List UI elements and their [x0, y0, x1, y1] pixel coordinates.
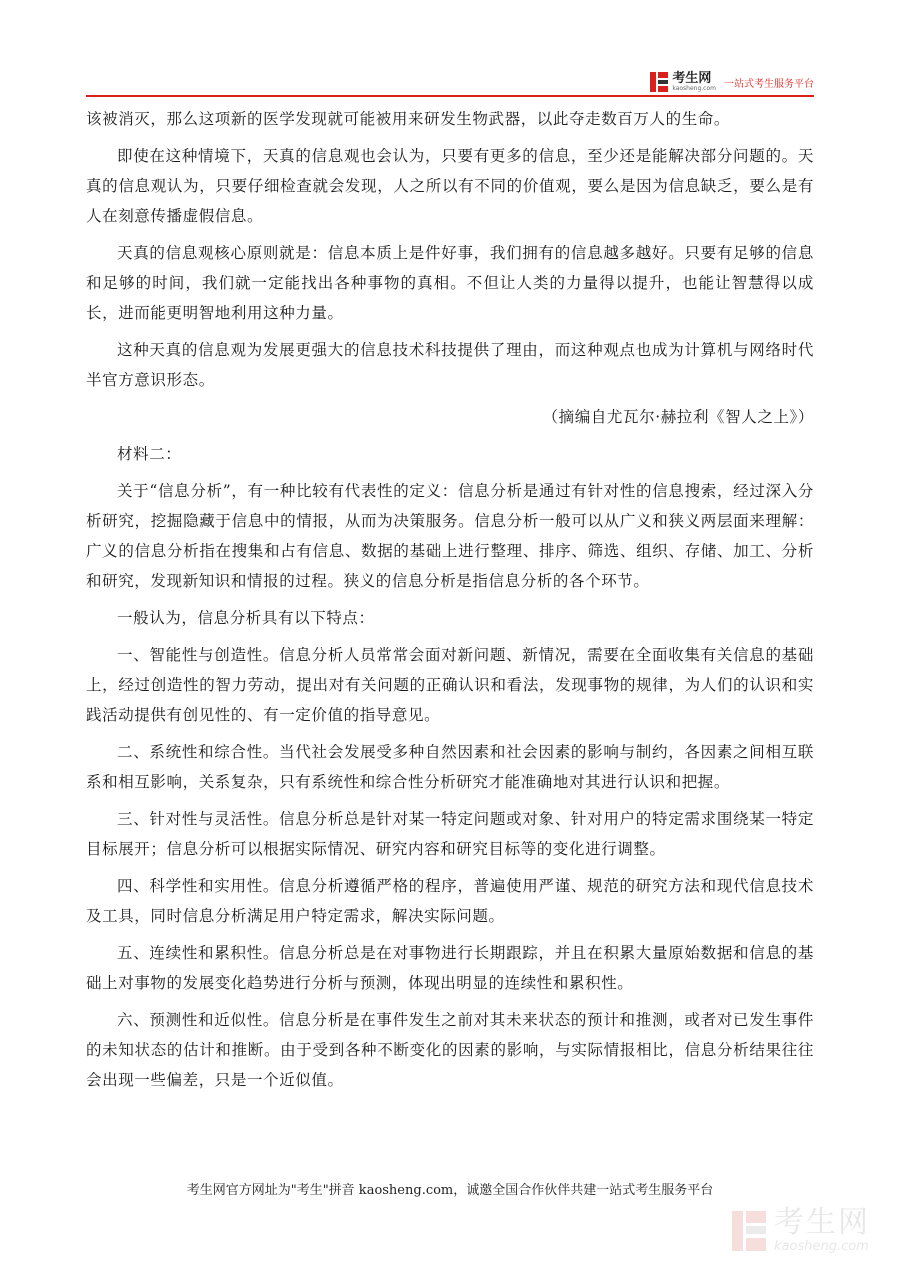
citation: （摘编自尤瓦尔·赫拉利《智人之上》）	[542, 408, 814, 426]
logo-domain: kaosheng.com	[672, 85, 716, 92]
header-logo	[650, 72, 814, 92]
material-two-paragraph: 六、预测性和近似性。信息分析是在事件发生之前对其未来状态的预计和推测，或者对已发生事件的未知状态的估计和推断。由于受到各种不断变化的因素的影响，与实际情报相比，信息分析结果往往会出现一些偏差，只是一个近似值。	[86, 1011, 814, 1089]
material-two-heading: 材料二：	[117, 445, 182, 463]
material-two-paragraph: 三、针对性与灵活性。信息分析总是针对某一特定问题或对象、针对用户的特定需求围绕某一特定目标展开；信息分析可以根据实际情况、研究内容和研究目标等的变化进行调整。	[86, 810, 814, 858]
watermark-name: 考生网	[774, 1205, 870, 1240]
paragraph-1: 该被消灭，那么这项新的医学发现就可能被用来研发生物武器，以此夺走数百万人的生命。	[86, 110, 731, 128]
paragraph-3: 天真的信息观核心原则就是：信息本质上是件好事，我们拥有的信息越多越好。只要有足够的信息和足够的时间，我们就一定能找出各种事物的真相。不但让人类的力量得以提升，也能让智慧得以成长，进而能更明智地利用这种力量。	[86, 244, 814, 322]
material-two-paragraph: 一般认为，信息分析具有以下特点：	[117, 609, 375, 627]
paragraph-2: 即使在这种情境下，天真的信息观也会认为，只要有更多的信息，至少还是能解决部分问题的。天真的信息观认为，只要仔细检查就会发现，人之所以有不同的价值观，要么是因为信息缺乏，要么是有人在刻意传播虚假信息。	[86, 147, 814, 225]
document-body	[86, 104, 814, 1102]
material-two-paragraph: 一、智能性与创造性。信息分析人员常常会面对新问题、新情况，需要在全面收集有关信息的基础上，经过创造性的智力劳动，提出对有关问题的正确认识和看法，发现事物的规律，为人们的认识和实践活动提供有创见性的、有一定价值的指导意见。	[86, 646, 814, 724]
material-two-paragraph: 四、科学性和实用性。信息分析遵循严格的程序，普遍使用严谨、规范的研究方法和现代信息技术及工具，同时信息分析满足用户特定需求，解决实际问题。	[86, 877, 814, 925]
material-two-paragraph: 二、系统性和综合性。当代社会发展受多种自然因素和社会因素的影响与制约，各因素之间相互联系和相互影响，关系复杂，只有系统性和综合性分析研究才能准确地对其进行认识和把握。	[86, 743, 814, 791]
header-divider	[86, 95, 814, 97]
watermark	[732, 1205, 870, 1254]
material-two-paragraph: 五、连续性和累积性。信息分析总是在对事物进行长期跟踪，并且在积累大量原始数据和信息的基础上对事物的发展变化趋势进行分析与预测，体现出明显的连续性和累积性。	[86, 944, 814, 992]
material-two-paragraph: 关于“信息分析”，有一种比较有代表性的定义：信息分析是通过有针对性的信息搜索，经过深入分析研究，挖掘隐藏于信息中的情报，从而为决策服务。信息分析一般可以从广义和狭义两层面来理解：广义的信息分析指在搜集和占有信息、数据的基础上进行整理、排序、筛选、组织、存储、加工、分析和研究，发现新知识和情报的过程。狭义的信息分析是指信息分析的各个环节。	[86, 482, 814, 590]
logo-text	[672, 72, 716, 92]
page-footer: 考生网官方网址为"考生"拼音 kaosheng.com，诚邀全国合作伙伴共建一站式考生服务平台	[186, 1183, 714, 1198]
paragraph-4: 这种天真的信息观为发展更强大的信息技术科技提供了理由，而这种观点也成为计算机与网络时代半官方意识形态。	[86, 341, 814, 389]
logo-name: 考生网	[672, 71, 712, 86]
watermark-domain: kaosheng.com	[774, 1239, 869, 1254]
header-slogan: 一站式考生服务平台	[724, 78, 814, 90]
kaosheng-watermark-icon	[732, 1211, 766, 1251]
watermark-text	[774, 1205, 870, 1254]
kaosheng-logo-icon	[650, 72, 668, 92]
